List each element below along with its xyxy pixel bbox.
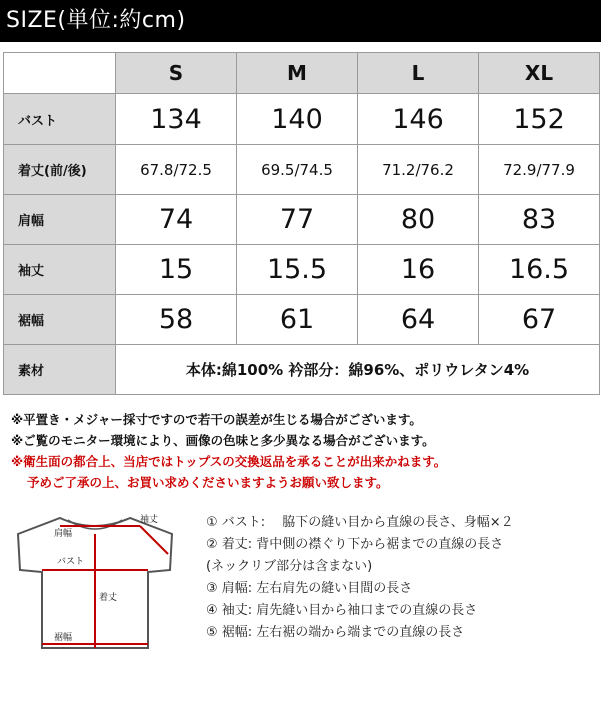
row-label-length: 着丈(前/後) (4, 145, 116, 195)
cell-hem-l: 64 (358, 295, 479, 345)
measurement-hem: ⑤ 裾幅: 左右裾の端から端までの直線の長さ (206, 625, 465, 640)
measurement-guide (206, 512, 514, 644)
cell-length-m: 69.5/74.5 (237, 145, 358, 195)
row-label-material: 素材 (4, 345, 116, 395)
table-row-sleeve (4, 245, 600, 295)
cell-sleeve-l: 16 (358, 245, 479, 295)
measurement-length-note: (ネックリブ部分は含まない) (206, 559, 373, 574)
cell-bust-l: 146 (358, 94, 479, 145)
row-label-bust: バスト (4, 94, 116, 145)
table-row-shoulder (4, 195, 600, 245)
cell-sleeve-m: 15.5 (237, 245, 358, 295)
measurement-bust: ① バスト: 脇下の縫い目から直線の長さ、身幅×２ (206, 515, 514, 530)
size-col-m: M (237, 53, 358, 94)
table-row-hem (4, 295, 600, 345)
cell-sleeve-xl: 16.5 (479, 245, 600, 295)
cell-length-s: 67.8/72.5 (116, 145, 237, 195)
tshirt-collar (68, 520, 122, 529)
note-2: ※ご覧のモニター環境により、画像の色味と多少異なる場合がございます。 (11, 433, 435, 448)
measurement-sleeve: ④ 袖丈: 肩先縫い目から袖口までの直線の長さ (206, 603, 478, 618)
cell-shoulder-l: 80 (358, 195, 479, 245)
diagram-label-bust: バスト (57, 557, 85, 567)
cell-hem-xl: 67 (479, 295, 600, 345)
size-header-row (4, 53, 600, 94)
note-4: 予めご了承の上、お買い求めくださいますようお願い致します。 (27, 475, 389, 490)
size-col-l: L (358, 53, 479, 94)
cell-hem-m: 61 (237, 295, 358, 345)
size-header: SIZE(単位:約cm) (0, 0, 601, 42)
cell-material: 本体:綿100% 衿部分：綿96%、ポリウレタン4% (116, 345, 600, 395)
cell-shoulder-m: 77 (237, 195, 358, 245)
diagram-label-shoulder: 肩幅 (54, 529, 73, 539)
notes (11, 409, 446, 493)
table-corner (4, 53, 116, 94)
row-label-hem: 裾幅 (4, 295, 116, 345)
table-row-length (4, 145, 600, 195)
row-label-shoulder: 肩幅 (4, 195, 116, 245)
table-row-material (4, 345, 600, 395)
note-3: ※衛生面の都合上、当店ではトップスの交換返品を承ることが出来かねます。 (11, 454, 447, 469)
cell-length-l: 71.2/76.2 (358, 145, 479, 195)
diagram-label-hem: 裾幅 (54, 633, 73, 643)
size-table (3, 52, 600, 395)
diagram-label-sleeve: 袖丈 (140, 515, 159, 525)
cell-shoulder-xl: 83 (479, 195, 600, 245)
tshirt-diagram (10, 508, 180, 658)
cell-bust-s: 134 (116, 94, 237, 145)
measurement-shoulder: ③ 肩幅: 左右肩先の縫い目間の長さ (206, 581, 413, 596)
cell-bust-xl: 152 (479, 94, 600, 145)
cell-sleeve-s: 15 (116, 245, 237, 295)
cell-length-xl: 72.9/77.9 (479, 145, 600, 195)
size-col-s: S (116, 53, 237, 94)
cell-hem-s: 58 (116, 295, 237, 345)
cell-bust-m: 140 (237, 94, 358, 145)
size-col-xl: XL (479, 53, 600, 94)
table-row-bust (4, 94, 600, 145)
note-1: ※平置き・メジャー採寸ですので若干の誤差が生じる場合がございます。 (11, 412, 422, 427)
measurement-length: ② 着丈: 背中側の襟ぐり下から裾までの直線の長さ (206, 537, 504, 552)
row-label-sleeve: 袖丈 (4, 245, 116, 295)
cell-shoulder-s: 74 (116, 195, 237, 245)
diagram-label-length: 着丈 (99, 593, 118, 603)
